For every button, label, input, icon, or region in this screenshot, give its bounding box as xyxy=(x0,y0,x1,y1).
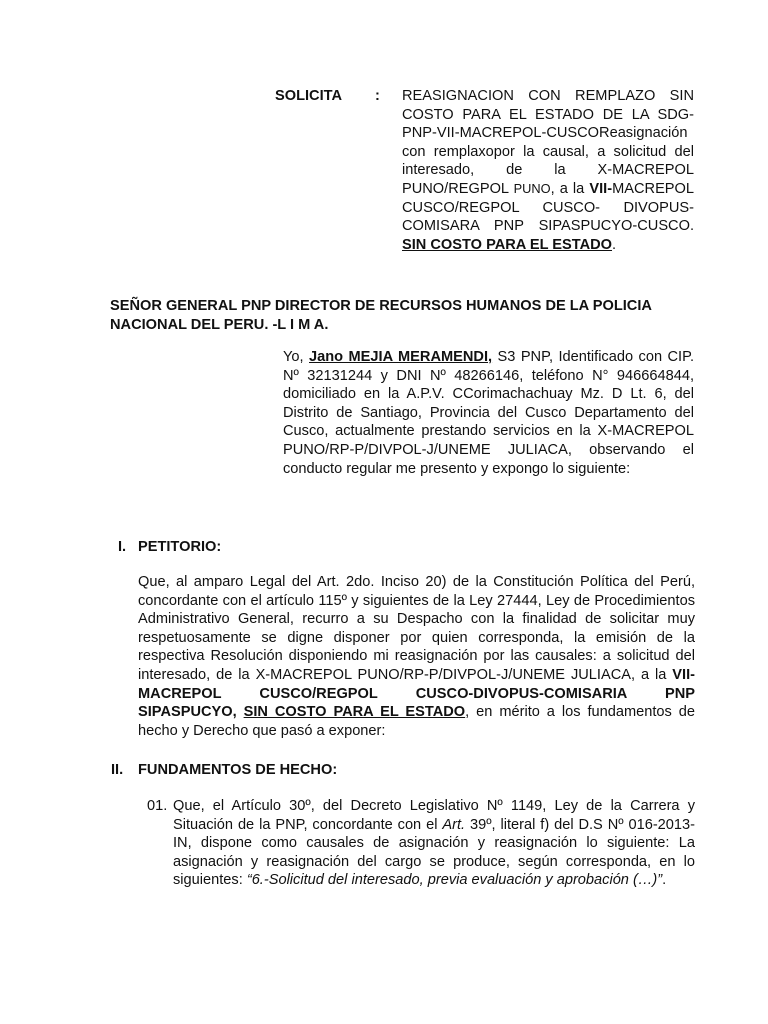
petitorio-bold-destination: VII-MACREPOL CUSCO/REGPOL CUSCO-DIVOPUS-COMISARIA PNP SIPASPUCYO, xyxy=(138,666,695,721)
solicita-text-part: . xyxy=(612,236,617,253)
addressee: SEÑOR GENERAL PNP DIRECTOR DE RECURSOS HUMANOS DE LA POLICIA NACIONAL DEL PERU. -L I M A. xyxy=(110,298,652,333)
intro-rest: S3 PNP, Identificado con CIP. Nº 32131244 y DNI Nº 48266146, teléfono N° 946664844, domiciliado en la A.P.V. CCorimachachuay Mz. D Lt. 6, del Distrito de Santiago, Provincia del Cusco Departamento del Cusco, actualmente prestando servicios en la X-MACREPOL PUNO/RP-P/DIVPOL-J/UNEME JULIACA, observando el conducto regular me presento y expongo lo siguiente: xyxy=(283,349,694,477)
solicita-label: SOLICITA xyxy=(275,88,343,104)
solicita-sin-costo: SIN COSTO PARA EL ESTADO xyxy=(402,236,613,253)
intro-name: Jano MEJIA MERAMENDI, xyxy=(309,349,493,365)
intro-yo: Yo, xyxy=(283,349,310,365)
solicita-colon: : xyxy=(375,88,380,104)
fundamento-text: 39º, literal f) del D.S Nº 016-2013-IN, dispone como causales de asignación y reasignación lo siguiente: La asignación y reasignación del cargo se produce, según corresponda, en lo siguientes: xyxy=(173,816,696,889)
section-2-title: FUNDAMENTOS DE HECHO: xyxy=(138,762,338,778)
section-1-number: I. xyxy=(118,539,127,555)
solicita-puno: PUNO xyxy=(513,180,551,196)
petitorio-text: Que, al amparo Legal del Art. 2do. Inciso 20) de la Constitución Política del Perú, concordante con el artículo 115º y siguientes de la Ley 27444, Ley de Procedimientos Administrativo General, recurro a su Despacho con la finalidad de solicitar muy respetuosamente se digne disponer por quien corresponda, la emisión de la respectiva Resolución disponiendo mi reasignación por las causales: a solicitud del interesado, de la X-MACREPOL PUNO/RP-P/DIVPOL-J/UNEME JULIACA, a la xyxy=(138,574,695,683)
fundamento-item-text xyxy=(173,797,695,890)
solicita-text-part: , a la xyxy=(550,180,590,197)
fundamento-text: Que, el Artículo 30º, del Decreto Legislativo Nº 1149, Ley de la Carrera y Situación de la PNP, concordante con el xyxy=(173,798,695,833)
fundamento-item-number: 01. xyxy=(147,798,168,814)
section-2-number: II. xyxy=(111,762,124,778)
solicita-text-part: REASIGNACION CON REMPLAZO SIN COSTO PARA EL ESTADO DE LA SDG-PNP-VII-MACREPOL-CUSCOReasignación con remplaxopor la causal, a solicitud del interesado, de la X-MACREPOL PUNO/REGPOL xyxy=(402,88,694,197)
solicita-text-part: MACREPOL CUSCO/REGPOL CUSCO- DIVOPUS-COMISARA PNP SIPASPUCYO-CUSCO. xyxy=(402,180,694,235)
fundamento-art: Art. xyxy=(442,816,466,833)
intro-paragraph xyxy=(283,348,694,478)
section-1-title: PETITORIO: xyxy=(138,539,222,555)
fundamento-quote: “6.-Solicitud del interesado, previa evaluación y aprobación (…)” xyxy=(246,872,663,889)
fundamento-text-end: . xyxy=(662,872,667,889)
petitorio-sin-costo: SIN COSTO PARA EL ESTADO xyxy=(243,704,466,721)
petitorio-paragraph xyxy=(138,573,695,740)
solicita-text xyxy=(402,87,694,254)
petitorio-text-end: , en mérito a los fundamentos de hecho y Derecho que pasó a exponer: xyxy=(138,704,696,739)
solicita-vii: VII- xyxy=(589,180,613,197)
